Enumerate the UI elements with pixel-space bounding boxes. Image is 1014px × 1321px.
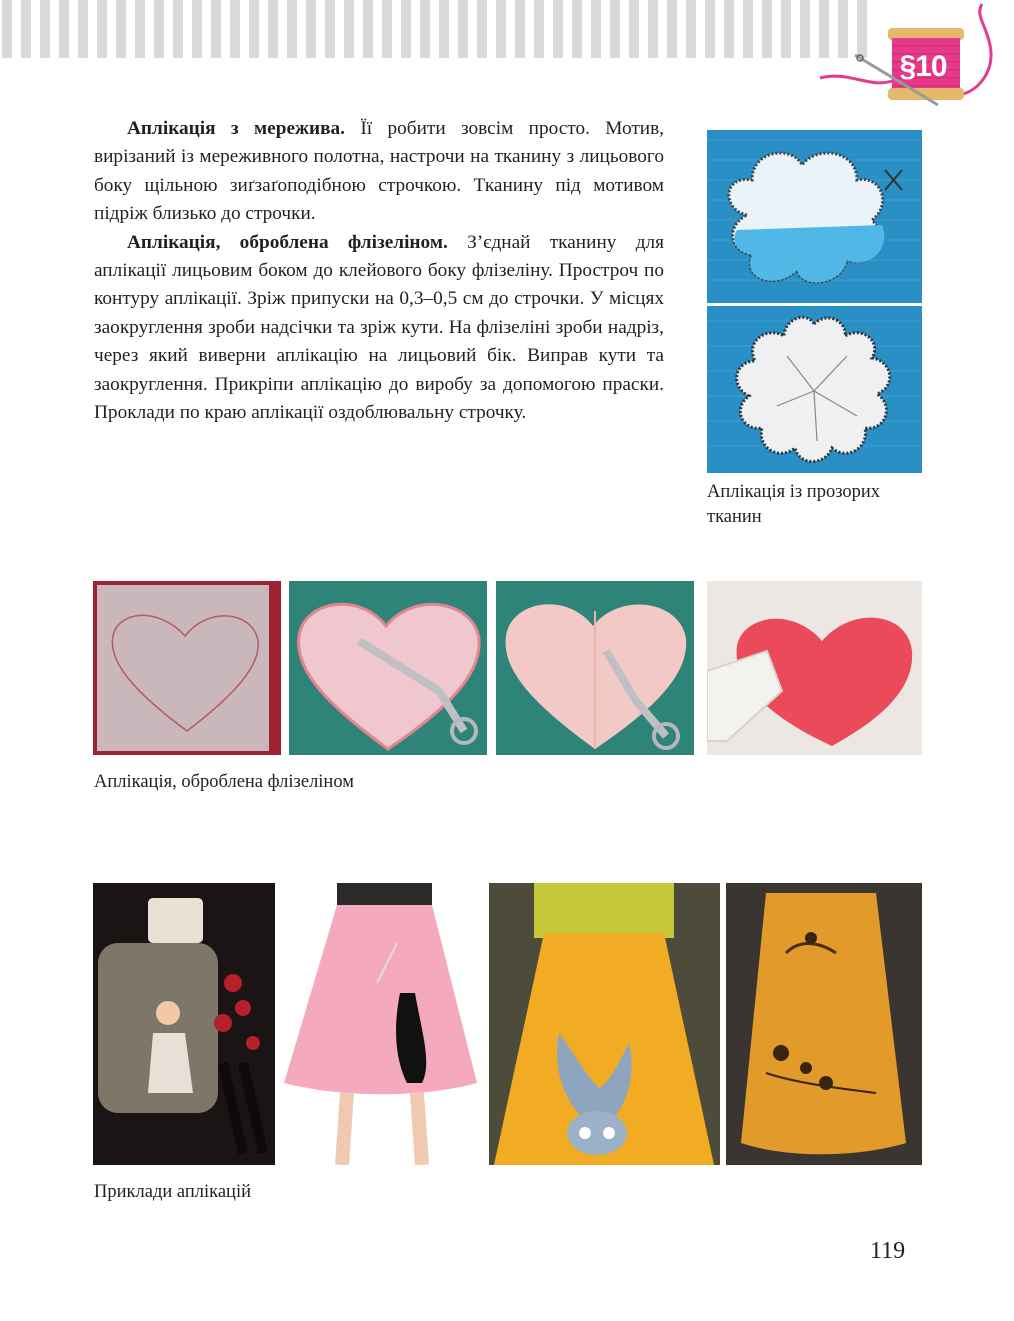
header-stripe [40, 0, 50, 58]
header-stripe [477, 0, 487, 58]
paragraph-lace-text: Її робити зовсім просто. Мотив, вирізаний із мереживного полотна, настрочи на тканину з лицьового боку щільною зиґзаґоподібною строчкою. Тканину під мотивом підріж близько до строчки. [94, 118, 664, 225]
paragraph-lace-heading: Аплікація з мережива. [127, 118, 345, 139]
header-stripe [705, 0, 715, 58]
header-stripe [515, 0, 525, 58]
photo-heart-step-1 [93, 581, 281, 755]
body-text [94, 115, 664, 427]
header-stripe [724, 0, 734, 58]
header-stripe [629, 0, 639, 58]
header-stripe [401, 0, 411, 58]
header-stripe [192, 0, 202, 58]
header-stripe [230, 0, 240, 58]
header-stripe [762, 0, 772, 58]
header-stripe [78, 0, 88, 58]
header-stripe [325, 0, 335, 58]
paragraph-lace [94, 115, 664, 229]
header-stripe [458, 0, 468, 58]
header-stripe [268, 0, 278, 58]
paragraph-interfacing-text: З’єднай тканину для аплікації лицьовим боком до клейового боку флізеліну. Простроч по контуру аплікації. Зріж припуски на 0,3–0,5 см до строчки. У місцях заокруглення зроби надсічки та зріж кути. На флізеліні зроби надріз, через який виверни аплікацію на лицьовий бік. Виправ кути та заокруглення. Прикріпи аплікацію до виробу за допомогою праски. Проклади по краю аплікації оздоблювальну строчку. [94, 231, 665, 424]
header-stripe [591, 0, 601, 58]
section-number: §10 [899, 50, 947, 83]
header-stripe [572, 0, 582, 58]
header-stripe [382, 0, 392, 58]
header-stripe [154, 0, 164, 58]
header-stripe [59, 0, 69, 58]
header-stripe [2, 0, 12, 58]
header-stripe [287, 0, 297, 58]
photo-example-pink-skirt [282, 883, 480, 1165]
header-stripe [743, 0, 753, 58]
header-stripe [800, 0, 810, 58]
photo-lace-flower [707, 306, 922, 473]
header-stripe [135, 0, 145, 58]
page-number: 119 [870, 1238, 906, 1264]
photo-example-orange-skirt [726, 883, 922, 1165]
caption-transparent: Аплікація із прозорих тканин [707, 482, 881, 527]
header-stripe [97, 0, 107, 58]
photo-heart-step-2 [289, 581, 487, 755]
header-stripe [306, 0, 316, 58]
header-stripe [534, 0, 544, 58]
header-stripe [648, 0, 658, 58]
photo-example-yellow-skirt [489, 883, 720, 1165]
header-stripe [496, 0, 506, 58]
photo-lace-cloud [707, 130, 922, 303]
header-stripe [439, 0, 449, 58]
header-stripe [173, 0, 183, 58]
header-stripe [211, 0, 221, 58]
header-stripe [667, 0, 677, 58]
header-stripe [363, 0, 373, 58]
photo-example-bag [93, 883, 275, 1165]
header-stripe [249, 0, 259, 58]
header-stripe [781, 0, 791, 58]
paragraph-interfacing-heading: Аплікація, оброблена флізеліном. [127, 231, 448, 253]
header-stripe [553, 0, 563, 58]
photo-heart-step-3 [496, 581, 694, 755]
header-stripe [21, 0, 31, 58]
header-stripe [344, 0, 354, 58]
header-stripe [610, 0, 620, 58]
photo-heart-step-4 [707, 581, 922, 755]
header-stripe [686, 0, 696, 58]
caption-interfacing: Аплікація, оброблена флізеліном [94, 772, 354, 792]
header-stripe [420, 0, 430, 58]
header-stripe [116, 0, 126, 58]
paragraph-interfacing [94, 229, 664, 428]
caption-examples: Приклади аплікацій [94, 1182, 251, 1202]
